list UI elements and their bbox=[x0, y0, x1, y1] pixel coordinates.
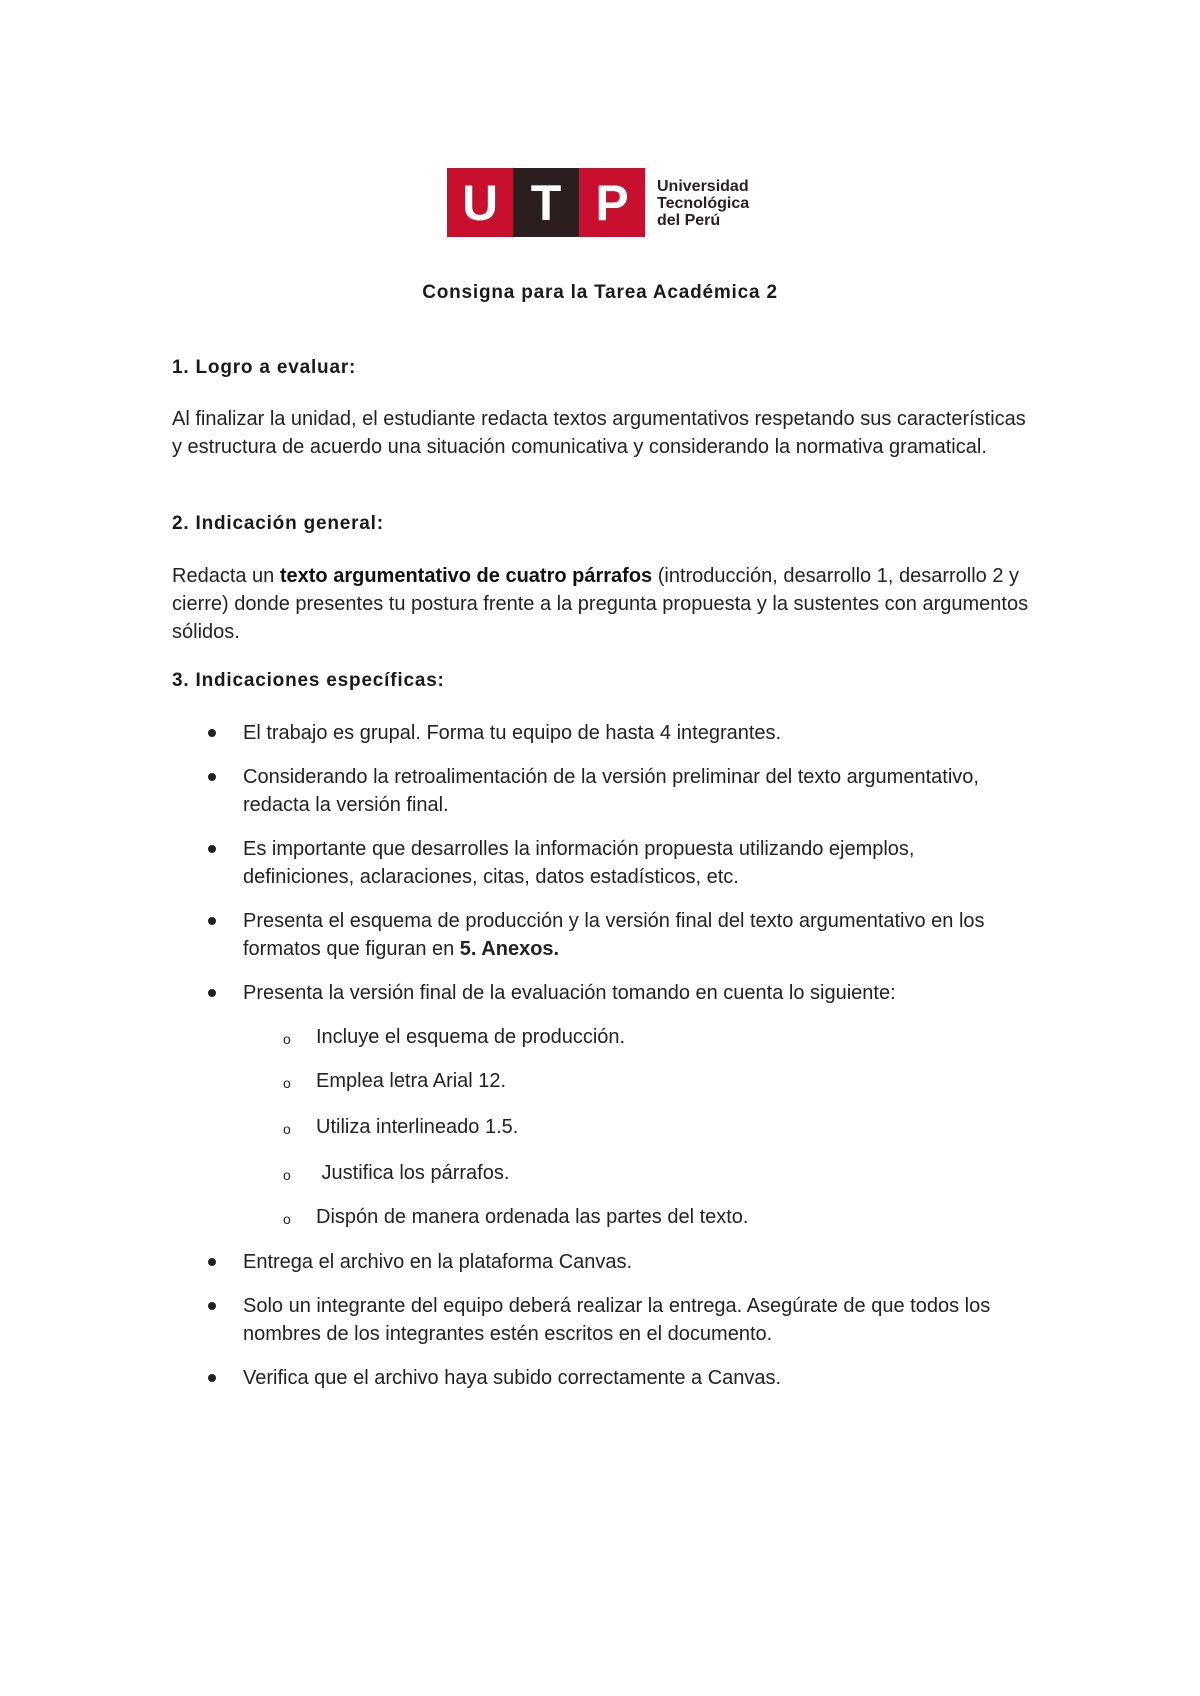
list-item bbox=[243, 1292, 1023, 1348]
circle-bullet-icon: o bbox=[283, 1031, 291, 1047]
bullet-icon bbox=[208, 1374, 216, 1382]
list-item bbox=[243, 1364, 1023, 1392]
section-heading-indicacion-general: 2. Indicación general: bbox=[172, 513, 384, 534]
bullet-icon bbox=[208, 773, 216, 781]
logo-university-name bbox=[657, 178, 749, 229]
bullet-icon bbox=[208, 729, 216, 737]
logo-name-line: Universidad bbox=[657, 178, 749, 195]
bullet-icon bbox=[208, 1302, 216, 1310]
list-item bbox=[243, 979, 1023, 1007]
circle-bullet-icon: o bbox=[283, 1075, 291, 1091]
list-item-text: Entrega el archivo en la plataforma Canvas. bbox=[243, 1251, 633, 1273]
list-item-text: Considerando la retroalimentación de la versión preliminar del texto argumentativo, redacta la versión final. bbox=[243, 766, 979, 816]
utp-logo bbox=[447, 168, 749, 237]
bullet-icon bbox=[208, 845, 216, 853]
anexos-reference: 5. Anexos. bbox=[459, 938, 560, 960]
logo-letter-t: T bbox=[513, 168, 579, 237]
section-text-logro: Al finalizar la unidad, el estudiante redacta textos argumentativos respetando sus características y estructura de acuerdo una situación comunicativa y considerando la normativa gramatical. bbox=[172, 408, 1026, 458]
logo-name-line: del Perú bbox=[657, 212, 721, 229]
list-item-text: Presenta el esquema de producción y la versión final del texto argumentativo en los formatos que figuran en bbox=[243, 910, 985, 960]
sub-list-item bbox=[283, 1023, 1016, 1051]
logo-name-line: Tecnológica bbox=[657, 195, 750, 212]
logo-letters bbox=[447, 168, 645, 237]
sub-list-item-text: Incluye el esquema de producción. bbox=[316, 1026, 626, 1048]
text-segment: Redacta un bbox=[172, 565, 280, 587]
list-item-text: Verifica que el archivo haya subido correctamente a Canvas. bbox=[243, 1367, 782, 1389]
list-item bbox=[243, 1248, 1023, 1276]
text-segment: (introducción, desarrollo 1, desarrollo 2 y cierre) donde presentes tu postura frente a la pregunta propuesta y la sustentes con argumentos sólidos. bbox=[172, 565, 1029, 643]
circle-bullet-icon: o bbox=[283, 1167, 291, 1183]
list-item-text: Solo un integrante del equipo deberá realizar la entrega. Asegúrate de que todos los nombres de los integrantes estén escritos en el documento. bbox=[243, 1295, 991, 1345]
sub-list-item bbox=[283, 1203, 1016, 1231]
logo-letter-p: P bbox=[579, 168, 645, 237]
list-item bbox=[243, 907, 1023, 963]
list-item-text: El trabajo es grupal. Forma tu equipo de hasta 4 integrantes. bbox=[243, 722, 782, 744]
section-heading-indicaciones-especificas: 3. Indicaciones específicas: bbox=[172, 670, 445, 691]
section-text-indicacion-general bbox=[172, 562, 1032, 646]
bullet-icon bbox=[208, 1258, 216, 1266]
text-bold-segment: texto argumentativo de cuatro párrafos bbox=[279, 565, 653, 587]
list-item bbox=[243, 763, 1023, 819]
list-item bbox=[243, 835, 1023, 891]
document-title: Consigna para la Tarea Académica 2 bbox=[422, 282, 778, 303]
circle-bullet-icon: o bbox=[283, 1211, 291, 1227]
list-item-text: Es importante que desarrolles la información propuesta utilizando ejemplos, definiciones, aclaraciones, citas, datos estadísticos, etc. bbox=[243, 838, 915, 888]
sub-list-item-text: Justifica los párrafos. bbox=[316, 1162, 510, 1184]
list-item bbox=[243, 719, 1023, 747]
sub-list-item-text: Dispón de manera ordenada las partes del texto. bbox=[316, 1206, 749, 1228]
circle-bullet-icon: o bbox=[283, 1121, 291, 1137]
list-item-text: Presenta la versión final de la evaluación tomando en cuenta lo siguiente: bbox=[243, 982, 896, 1004]
sub-list-item bbox=[283, 1159, 1016, 1187]
bullet-icon bbox=[208, 917, 216, 925]
logo-letter-u: U bbox=[447, 168, 513, 237]
sub-list-item-text: Emplea letra Arial 12. bbox=[316, 1070, 507, 1092]
sub-list-item bbox=[283, 1067, 1016, 1095]
sub-list-item bbox=[283, 1113, 1016, 1141]
sub-list-item-text: Utiliza interlineado 1.5. bbox=[316, 1116, 519, 1138]
section-heading-logro: 1. Logro a evaluar: bbox=[172, 357, 357, 378]
bullet-icon bbox=[208, 989, 216, 997]
